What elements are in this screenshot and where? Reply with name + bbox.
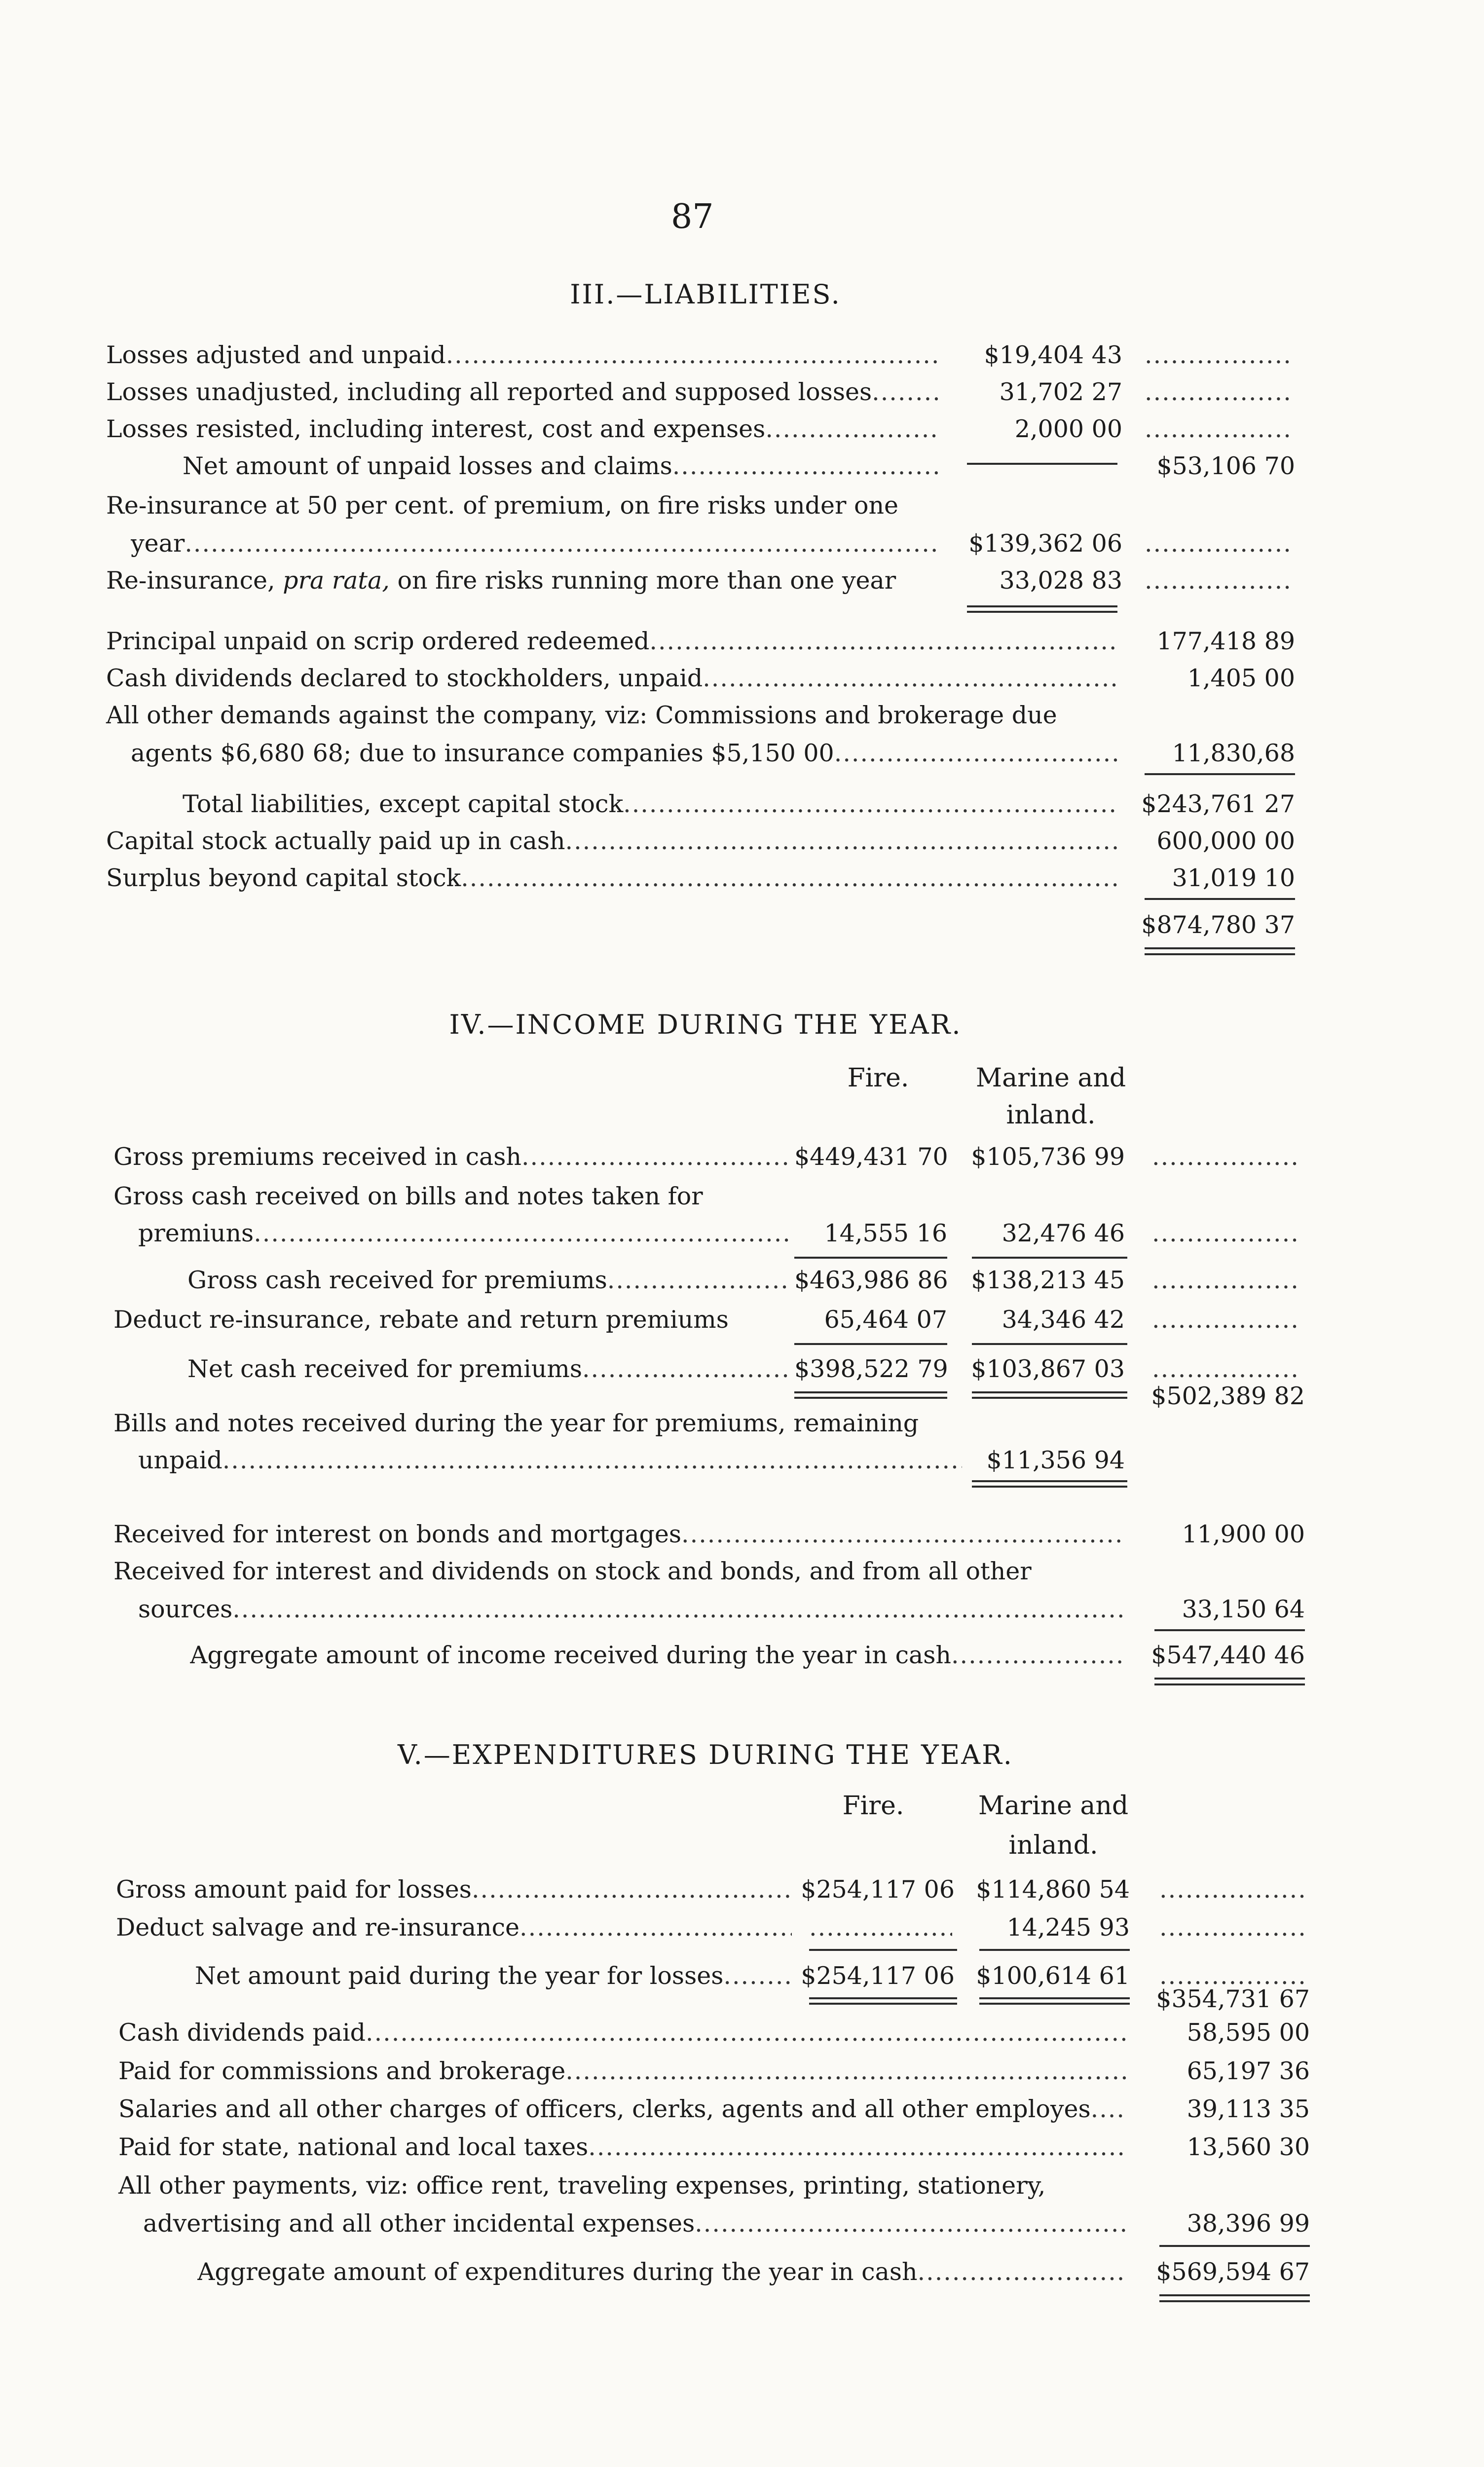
capital-stock-row <box>106 826 1117 856</box>
cash-dividends-value: 1,405 00 <box>1187 664 1295 692</box>
net-losses-marine: $100,614 61 <box>976 1962 1130 1990</box>
surplus-row <box>106 863 1117 893</box>
losses-adjusted-value: $19,404 43 <box>984 341 1122 369</box>
reins-pro-rata-row: Re-insurance, pra rata, on fire risks running more than one year <box>106 566 896 595</box>
deduct-label: Deduct re-insurance, rebate and return premiums <box>113 1306 729 1334</box>
bills-line1: Gross cash received on bills and notes taken for <box>113 1182 703 1210</box>
losses-adjusted-label: Losses adjusted and unpaid <box>106 341 446 369</box>
total-liabilities-value: $243,761 27 <box>1141 790 1295 818</box>
other-payments-line1: All other payments, viz: office rent, traveling expenses, printing, stationery, <box>118 2171 1046 2200</box>
interest-other-row <box>138 1595 1125 1624</box>
net-losses-label: Net amount paid during the year for losses <box>195 1962 724 1990</box>
other-demands-line1: All other demands against the company, viz: Commissions and brokerage due <box>106 701 1057 729</box>
losses-resisted-label: Losses resisted, including interest, cost and expenses <box>106 415 766 443</box>
salvage-marine: 14,245 93 <box>1006 1913 1130 1942</box>
losses-unadjusted-value: 31,702 27 <box>999 378 1122 406</box>
pra-rata-italic: pra rata, <box>283 566 390 595</box>
unpaid-label: unpaid <box>138 1446 223 1474</box>
reins-total-value: 177,418 89 <box>1156 627 1295 655</box>
exp-col-fire: Fire. <box>842 1791 904 1821</box>
net-cash-row <box>187 1354 789 1384</box>
expenditures-heading: V.—EXPENDITURES DURING THE YEAR. <box>398 1739 1013 1770</box>
income-col-marine-1: Marine and <box>975 1063 1126 1093</box>
interest-other-value: 33,150 64 <box>1182 1595 1305 1623</box>
losses-adjusted-row <box>106 340 940 370</box>
interest-mortgages-value: 11,900 00 <box>1182 1520 1305 1548</box>
net-unpaid-value: $53,106 70 <box>1156 452 1295 480</box>
losses-resisted-value: 2,000 00 <box>1014 415 1122 443</box>
bills-row <box>138 1219 789 1248</box>
deduct-marine: 34,346 42 <box>1002 1306 1125 1334</box>
gross-premiums-label: Gross premiums received in cash <box>113 1143 521 1171</box>
exp-aggregate-row <box>197 2257 1127 2287</box>
bills-fire: 14,555 16 <box>824 1219 947 1247</box>
gross-cash-row <box>187 1266 789 1295</box>
net-cash-fire: $398,522 79 <box>794 1355 948 1383</box>
exp-aggregate-label: Aggregate amount of expenditures during the year in cash <box>197 2258 918 2286</box>
reins-50-value: $139,362 06 <box>968 529 1122 558</box>
total-liabilities-label: Total liabilities, except capital stock <box>183 790 624 818</box>
principal-unpaid-label: Principal unpaid on scrip ordered redeemed <box>106 627 650 655</box>
unpaid-row <box>138 1446 962 1475</box>
reins-50-line1: Re-insurance at 50 per cent. of premium, on fire risks under one <box>106 491 899 520</box>
losses-unadjusted-label: Losses unadjusted, including all reported and supposed losses <box>106 378 872 406</box>
liabilities-heading: III.—LIABILITIES. <box>570 279 841 310</box>
other-demands-value: 11,830,68 <box>1172 739 1295 767</box>
interest-other-line1: Received for interest and dividends on stock and bonds, and from all other <box>113 1557 1032 1585</box>
bills-label: premiuns <box>138 1219 254 1247</box>
gross-cash-label: Gross cash received for premiums <box>187 1266 607 1294</box>
salvage-row <box>116 1913 792 1943</box>
capital-stock-value: 600,000 00 <box>1156 827 1295 855</box>
salvage-label: Deduct salvage and re-insurance <box>116 1913 520 1942</box>
deduct-fire: 65,464 07 <box>824 1306 947 1334</box>
dividends-paid-label: Cash dividends paid <box>118 2018 366 2047</box>
cash-dividends-label: Cash dividends declared to stockholders, unpaid <box>106 664 703 692</box>
reins-50-row <box>131 529 940 559</box>
net-unpaid-row <box>183 451 940 481</box>
commissions-label: Paid for commissions and brokerage <box>118 2057 566 2085</box>
total-liabilities-row <box>183 789 1117 819</box>
net-cash-total: $502,389 82 <box>1151 1382 1305 1410</box>
bills-marine: 32,476 46 <box>1002 1219 1125 1247</box>
exp-col-marine-2: inland. <box>1008 1831 1098 1860</box>
interest-mortgages-label: Received for interest on bonds and mortgages <box>113 1520 682 1548</box>
commissions-row <box>118 2056 1127 2086</box>
reins-pro-rata-value: 33,028 83 <box>999 566 1122 595</box>
liabilities-grand-total: $874,780 37 <box>1141 911 1295 939</box>
net-losses-fire: $254,117 06 <box>801 1962 955 1990</box>
income-heading: IV.—INCOME DURING THE YEAR. <box>449 1009 962 1040</box>
gross-cash-fire: $463,986 86 <box>794 1266 948 1294</box>
capital-stock-label: Capital stock actually paid up in cash <box>106 827 565 855</box>
exp-aggregate-value: $569,594 67 <box>1156 2258 1310 2286</box>
gross-losses-row <box>116 1875 792 1905</box>
income-aggregate-value: $547,440 46 <box>1151 1641 1305 1669</box>
dividends-paid-row <box>118 2018 1127 2048</box>
net-losses-row <box>195 1961 792 1991</box>
taxes-label: Paid for state, national and local taxes <box>118 2133 589 2161</box>
surplus-value: 31,019 10 <box>1172 864 1295 892</box>
gross-premiums-fire: $449,431 70 <box>794 1143 948 1171</box>
gross-premiums-marine: $105,736 99 <box>971 1143 1125 1171</box>
reins-50-label: year <box>131 529 185 558</box>
gross-losses-fire: $254,117 06 <box>801 1875 955 1904</box>
dividends-paid-value: 58,595 00 <box>1187 2018 1310 2047</box>
exp-col-marine-1: Marine and <box>978 1791 1129 1821</box>
taxes-value: 13,560 30 <box>1187 2133 1310 2161</box>
salaries-value: 39,113 35 <box>1187 2095 1310 2123</box>
unpaid-line1: Bills and notes received during the year for premiums, remaining <box>113 1409 919 1437</box>
gross-cash-marine: $138,213 45 <box>971 1266 1125 1294</box>
gross-losses-label: Gross amount paid for losses <box>116 1875 472 1904</box>
net-losses-total: $354,731 67 <box>1156 1985 1310 2013</box>
net-cash-marine: $103,867 03 <box>971 1355 1125 1383</box>
salaries-row <box>118 2094 1127 2124</box>
cash-dividends-row <box>106 664 1117 693</box>
page-number: 87 <box>671 197 714 236</box>
taxes-row <box>118 2132 1127 2162</box>
gross-premiums-row <box>113 1142 789 1172</box>
other-demands-row <box>131 739 1117 768</box>
unpaid-value: $11,356 94 <box>986 1446 1125 1474</box>
losses-unadjusted-row <box>106 377 940 407</box>
salaries-label: Salaries and all other charges of officers, clerks, agents and all other employes <box>118 2095 1091 2123</box>
income-aggregate-label: Aggregate amount of income received during the year in cash <box>190 1641 951 1669</box>
net-unpaid-label: Net amount of unpaid losses and claims <box>183 452 672 480</box>
losses-resisted-row <box>106 414 940 444</box>
income-aggregate-row <box>190 1641 1125 1670</box>
other-payments-label: advertising and all other incidental expenses <box>143 2209 695 2238</box>
other-payments-value: 38,396 99 <box>1187 2209 1310 2238</box>
income-col-marine-2: inland. <box>1006 1100 1096 1130</box>
other-demands-label: agents $6,680 68; due to insurance companies $5,150 00 <box>131 739 834 767</box>
principal-unpaid-row <box>106 627 1117 656</box>
interest-mortgages-row <box>113 1520 1125 1549</box>
other-payments-row <box>143 2209 1127 2239</box>
interest-other-label: sources <box>138 1595 233 1623</box>
net-cash-label: Net cash received for premiums <box>187 1355 582 1383</box>
income-col-fire: Fire. <box>847 1063 909 1093</box>
gross-losses-marine: $114,860 54 <box>976 1875 1130 1904</box>
surplus-label: Surplus beyond capital stock <box>106 864 461 892</box>
commissions-value: 65,197 36 <box>1187 2057 1310 2085</box>
